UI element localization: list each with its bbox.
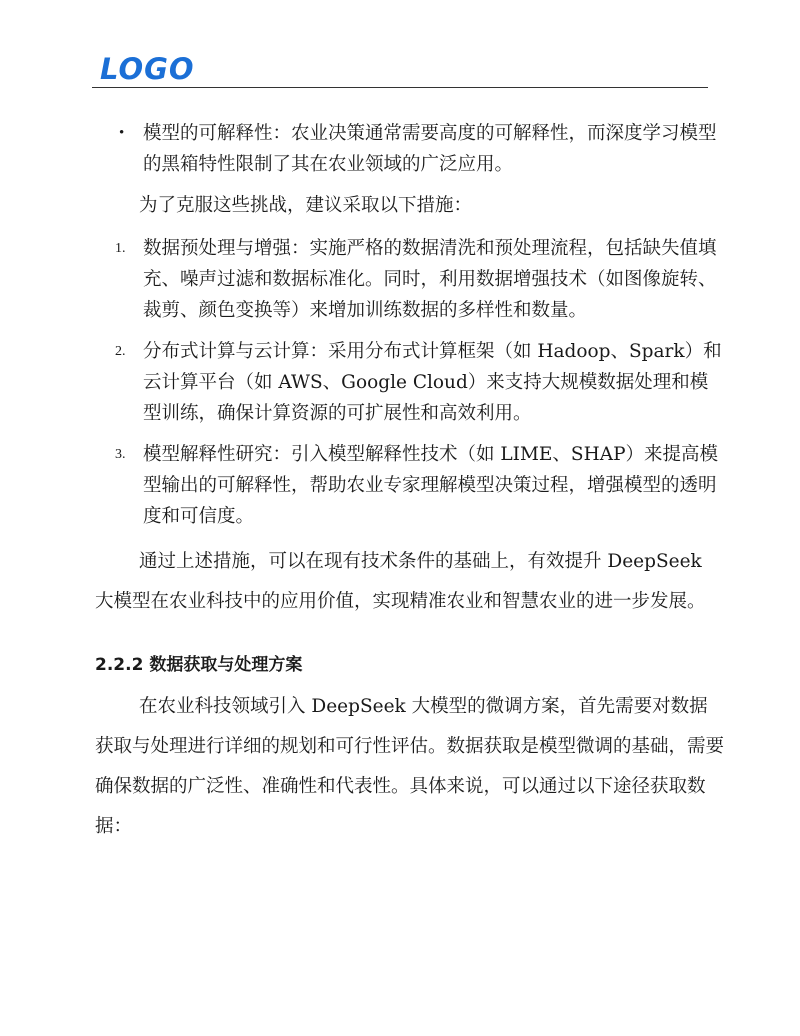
measure-text: 分布式计算与云计算：采用分布式计算框架（如 Hadoop、Spark）和云计算平台（如 AWS、Google Cloud）来支持大规模数据处理和模型训练，确保计算资源的可扩展性和高效利用。 [143, 341, 722, 424]
logo: LOGO [100, 52, 195, 86]
measure-number: 2. [115, 344, 126, 359]
bullet-marker: • [119, 125, 125, 141]
measure-item [95, 336, 725, 429]
measure-text: 模型解释性研究：引入模型解释性技术（如 LIME、SHAP）来提高模型输出的可解释性，帮助农业专家理解模型决策过程，增强模型的透明度和可信度。 [143, 444, 719, 527]
lead-paragraph: 为了克服这些挑战，建议采取以下措施： [139, 195, 473, 216]
measure-number: 1. [115, 241, 126, 256]
bullet-item [95, 118, 725, 180]
header-divider [92, 87, 708, 88]
measure-item [95, 233, 725, 326]
section-body: 在农业科技领域引入 DeepSeek 大模型的微调方案，首先需要对数据获取与处理进行详细的规划和可行性评估。数据获取是模型微调的基础，需要确保数据的广泛性、准确性和代表性。具体来说，可以通过以下途径获取数据： [95, 696, 725, 837]
measure-text: 数据预处理与增强：实施严格的数据清洗和预处理流程，包括缺失值填充、噪声过滤和数据标准化。同时，利用数据增强技术（如图像旋转、裁剪、颜色变换等）来增加训练数据的多样性和数量。 [143, 238, 717, 321]
section-heading: 2.2.2 数据获取与处理方案 [95, 655, 303, 675]
measure-number: 3. [115, 447, 126, 462]
measure-item [95, 439, 725, 532]
conclusion-paragraph: 通过上述措施，可以在现有技术条件的基础上，有效提升 DeepSeek 大模型在农业科技中的应用价值，实现精准农业和智慧农业的进一步发展。 [95, 551, 706, 612]
document-body [95, 118, 725, 847]
bullet-text: 模型的可解释性：农业决策通常需要高度的可解释性，而深度学习模型的黑箱特性限制了其在农业领域的广泛应用。 [143, 123, 717, 175]
